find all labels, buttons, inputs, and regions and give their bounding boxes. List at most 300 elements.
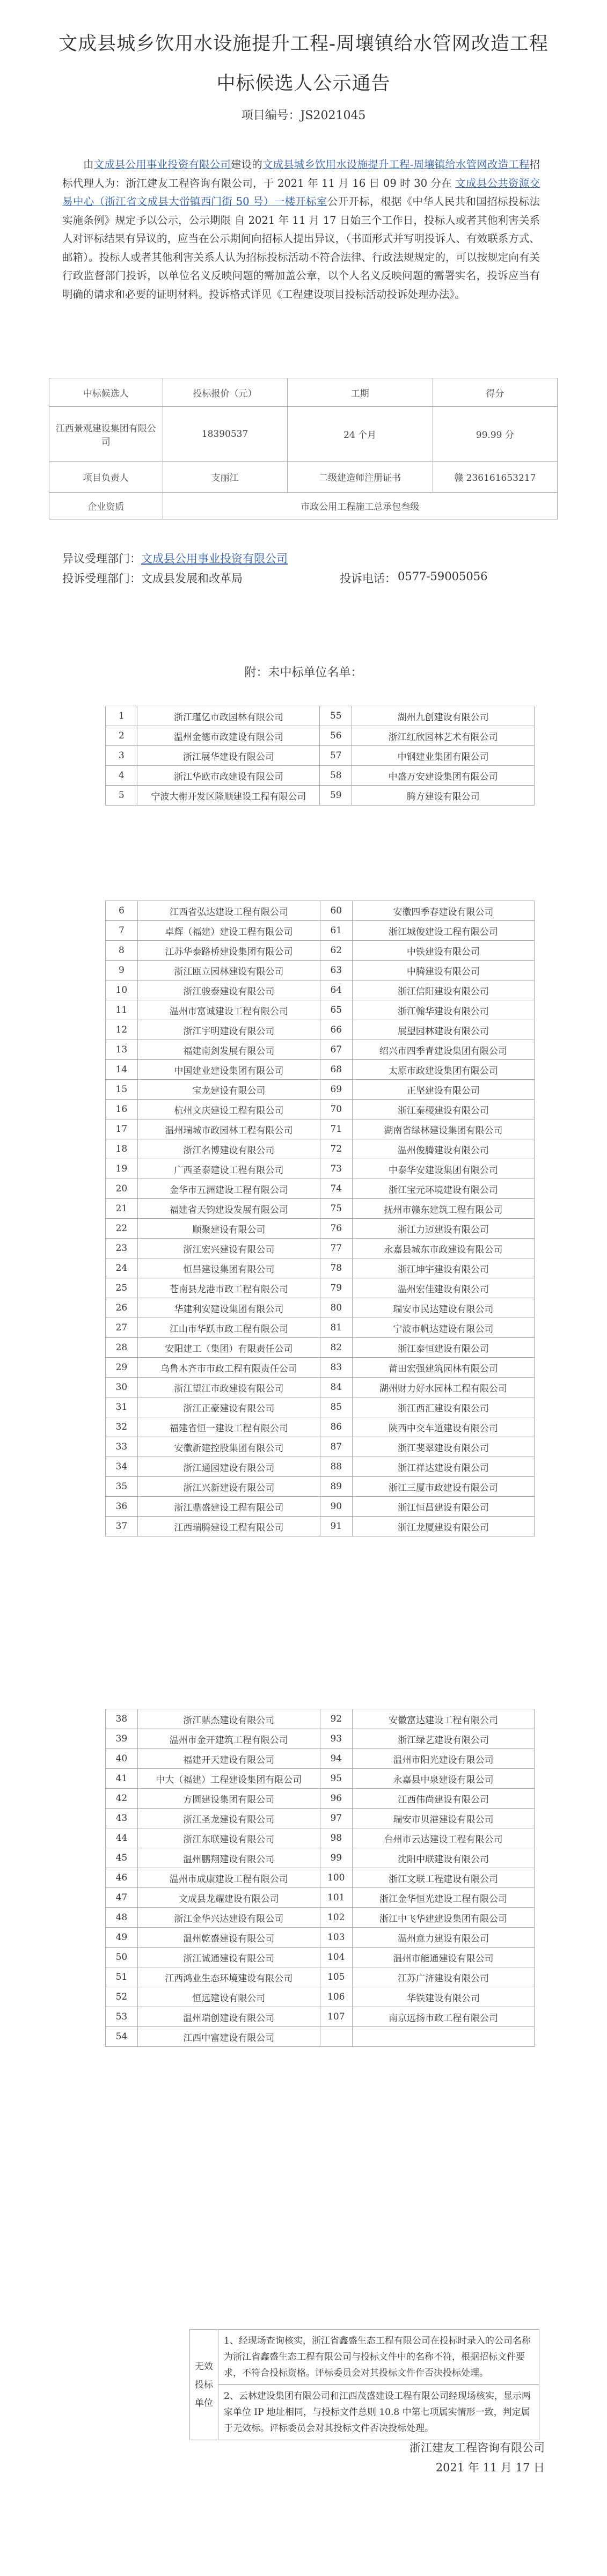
header-period: 工期: [287, 378, 433, 407]
table-row: [106, 1948, 535, 1967]
row-number: 107: [320, 2007, 352, 2027]
row-number: 66: [320, 1020, 352, 1040]
row-number: 106: [320, 1987, 352, 2007]
company-name: 瑞安市民达建设有限公司: [352, 1298, 534, 1318]
row-number: 70: [320, 1100, 352, 1119]
company-name: 浙江东联建设有限公司: [137, 1828, 320, 1848]
company-name: 福建南剑发展有限公司: [137, 1040, 320, 1060]
company-name: 温州乾盛建设有限公司: [137, 1928, 320, 1948]
company-name: 江山市华跃市政工程有限公司: [137, 1318, 320, 1338]
row-number: 63: [320, 961, 352, 980]
company-name: 浙江金华恒光建设工程有限公司: [352, 1888, 534, 1908]
company-name: 中泰华安建设集团有限公司: [352, 1159, 534, 1179]
company-name: 华铁建设有限公司: [352, 1987, 534, 2007]
table-row: [106, 2007, 535, 2027]
company-name: 浙江红欣园林艺术有限公司: [352, 726, 535, 746]
manager-row: [49, 462, 558, 493]
table-row: [106, 1908, 535, 1928]
company-name: 安徽新建控股集团有限公司: [137, 1437, 320, 1457]
intro-underlined-text: 文成县公共资源交易中心（浙江省文成县大峃镇西门街 50 号）一楼开标室: [62, 177, 540, 208]
row-number: 91: [320, 1517, 352, 1536]
row-number: 5: [106, 786, 137, 806]
row-number: 102: [320, 1908, 352, 1928]
row-number: 41: [106, 1769, 138, 1789]
company-name: 江苏广济建设有限公司: [352, 1967, 534, 1987]
company-name: 浙江瓯立园林建设有限公司: [137, 961, 320, 980]
table-row: [106, 1789, 535, 1809]
company-name: 苍南县龙港市政工程有限公司: [137, 1278, 320, 1298]
row-number: 98: [320, 1828, 352, 1848]
company-name: 江西省弘达建设工程有限公司: [137, 901, 320, 921]
row-number: 21: [106, 1199, 138, 1219]
row-number: 93: [320, 1729, 352, 1749]
intro-text: 公开开标，根据《中华人民共和国招标投标法实施条例》规定予以公示，公示期限 自 2021 年 11 月 17 日始三个工作日，投标人或者其他利害关系人对评标结果有异议的，应当在公示期间向招标人提出异议，（书面形式并写明投诉人、有效联系方式、邮箱）。投标人或者其他利害关系人认为招标投标活动不符合法律、行政法规规定的，可以按规定向有关行政监督部门投诉，以单位名义反映问题的需加盖公章，以个人名义反映问题的需署实名，投诉应当有明确的请求和必要的证明材料。投诉格式详见《工程建设项目投标活动投诉处理办法》。: [62, 195, 540, 301]
row-number: 101: [320, 1888, 352, 1908]
row-number: 74: [320, 1179, 352, 1199]
table-row: [106, 1358, 535, 1378]
table-row: [106, 1179, 535, 1199]
company-name: 浙江望江市政建设有限公司: [137, 1378, 320, 1397]
company-name: 浙江信阳建设有限公司: [352, 980, 534, 1000]
row-number: 33: [106, 1437, 138, 1457]
company-name: 温州市能通建设有限公司: [352, 1948, 534, 1967]
row-number: 7: [106, 921, 138, 941]
company-name: 浙江宇明建设有限公司: [137, 1020, 320, 1040]
table-row: [106, 1159, 535, 1179]
table-row: [106, 1060, 535, 1080]
intro-text: 由: [83, 158, 94, 171]
table-row: [106, 706, 535, 726]
company-name: 中钢建业集团有限公司: [352, 746, 535, 766]
company-name: 湖州财力好水园林工程有限公司: [352, 1378, 534, 1397]
company-name: 金华市五洲建设工程有限公司: [137, 1179, 320, 1199]
signature-org: 浙江建友工程咨询有限公司: [409, 2441, 545, 2454]
invalid-item-2: 2、云林建设集团有限公司和江西茂盛建设工程有限公司经现场核实，显示两家单位 IP 地址相同，与投标文件总则 10.8 中第七项属实情形一致，判定属于无效标。评标委员会对其投标文件否决投标处理。: [218, 2385, 539, 2440]
row-number: 82: [320, 1338, 352, 1358]
company-name: 太原市政建设集团有限公司: [352, 1060, 534, 1080]
table-row: [106, 1417, 535, 1437]
table-row: [106, 1457, 535, 1477]
header-price: 投标报价（元）: [163, 378, 287, 407]
appendix-title: 附：未中标单位名单：: [244, 666, 363, 679]
company-name: 卓辉（福建）建设工程有限公司: [137, 921, 320, 941]
manager-name: 支丽江: [163, 462, 287, 493]
table-row: [106, 1868, 535, 1888]
row-number: 89: [320, 1477, 352, 1497]
company-name: 浙江兴新建设有限公司: [137, 1477, 320, 1497]
row-number: 99: [320, 1848, 352, 1868]
failed-bidders-table-2: [105, 901, 535, 1536]
table-row: [106, 1298, 535, 1318]
row-number: 97: [320, 1809, 352, 1828]
company-name: 浙江中飞华建建设集团有限公司: [352, 1908, 534, 1928]
company-name: 温州意力建设有限公司: [352, 1928, 534, 1948]
row-number: 35: [106, 1477, 138, 1497]
company-name: 永嘉县城东市政建设有限公司: [352, 1239, 534, 1258]
company-name: 浙江展华建设有限公司: [137, 746, 320, 766]
row-number: 28: [106, 1338, 138, 1358]
table-row: [106, 1769, 535, 1789]
row-number: 25: [106, 1278, 138, 1298]
row-number: 81: [320, 1318, 352, 1338]
row-number: 47: [106, 1888, 138, 1908]
company-name: 浙江名博建设有限公司: [137, 1139, 320, 1159]
table-row: [106, 1928, 535, 1948]
row-number: 46: [106, 1868, 138, 1888]
table-row: [106, 1967, 535, 1987]
company-name: 浙江金华兴达建设有限公司: [137, 1908, 320, 1928]
row-number: 79: [320, 1278, 352, 1298]
row-number: 2: [106, 726, 137, 746]
table-row: [106, 786, 535, 806]
row-number: 67: [320, 1040, 352, 1060]
qualification-row: [49, 493, 558, 519]
invalid-bids-table: [189, 2329, 539, 2440]
company-name: 乌鲁木齐市市政工程有限责任公司: [137, 1358, 320, 1378]
company-name: 浙江绿艺建设有限公司: [352, 1729, 534, 1749]
header-qualification: 企业资质: [49, 493, 163, 519]
table-row: [106, 1199, 535, 1219]
row-number: 3: [106, 746, 137, 766]
table-row: [106, 1497, 535, 1517]
row-number: 13: [106, 1040, 138, 1060]
company-name: 恒远建设有限公司: [137, 1987, 320, 2007]
company-name: 南京远扬市政工程有限公司: [352, 2007, 534, 2027]
company-name: 温州市金开建筑工程有限公司: [137, 1729, 320, 1749]
table-row: [106, 1278, 535, 1298]
table-row: [106, 2027, 535, 2047]
row-number: 27: [106, 1318, 138, 1338]
row-number: 16: [106, 1100, 138, 1119]
company-name: 江西中富建设有限公司: [137, 2027, 320, 2047]
row-number: 17: [106, 1119, 138, 1139]
company-name: 方圆建设集团有限公司: [137, 1789, 320, 1809]
row-number: 69: [320, 1080, 352, 1100]
row-number: 8: [106, 941, 138, 961]
company-name: 台州市云达建设工程有限公司: [352, 1828, 534, 1848]
company-name: 浙江鼎杰建设有限公司: [137, 1709, 320, 1729]
row-number: 75: [320, 1199, 352, 1219]
table-row: [106, 961, 535, 980]
cert-number: 赣 236161653217: [433, 462, 557, 493]
row-number: 94: [320, 1749, 352, 1769]
row-number: 64: [320, 980, 352, 1000]
table-row: [106, 726, 535, 746]
table-row: [106, 1517, 535, 1536]
notice-title-line2: 中标候选人公示通告: [216, 73, 391, 94]
row-number: 51: [106, 1967, 138, 1987]
row-number: 34: [106, 1457, 138, 1477]
header-candidate: 中标候选人: [49, 378, 163, 407]
row-number: 9: [106, 961, 138, 980]
company-name: 浙江泰恒建设有限公司: [352, 1338, 534, 1358]
row-number: 62: [320, 941, 352, 961]
intro-underlined-text: 文成县城乡饮用水设施提升工程-周壤镇给水管网改造工程: [262, 158, 530, 171]
row-number: 72: [320, 1139, 352, 1159]
table-row: [106, 1020, 535, 1040]
company-name: 浙江祥达建设有限公司: [352, 1457, 534, 1477]
company-name: 温州瑞创建设有限公司: [137, 2007, 320, 2027]
row-number: 65: [320, 1000, 352, 1020]
winner-table: [49, 378, 558, 519]
company-name: 莆田宏强建筑园林有限公司: [352, 1358, 534, 1378]
row-number: 60: [320, 901, 352, 921]
row-number: 30: [106, 1378, 138, 1397]
row-number: 11: [106, 1000, 138, 1020]
row-number: 15: [106, 1080, 138, 1100]
table-row: [106, 1378, 535, 1397]
row-number: 52: [106, 1987, 138, 2007]
company-name: 湖州九创建设有限公司: [352, 706, 535, 726]
company-name: 福建省恒一建设工程有限公司: [137, 1417, 320, 1437]
company-name: 福建省天钧建设发展有限公司: [137, 1199, 320, 1219]
cert-type: 二级建造师注册证书: [287, 462, 433, 493]
company-name: 中腾建设有限公司: [352, 961, 534, 980]
table-row: [106, 1888, 535, 1908]
row-number: 36: [106, 1497, 138, 1517]
company-name: 浙江正豪建设有限公司: [137, 1397, 320, 1417]
header-manager: 项目负责人: [49, 462, 163, 493]
row-number: 100: [320, 1868, 352, 1888]
company-name: 温州市成康建设工程有限公司: [137, 1868, 320, 1888]
row-number: 45: [106, 1848, 138, 1868]
winner-header-row: [49, 378, 558, 407]
company-name: 中盛万安建设集团有限公司: [352, 766, 535, 786]
row-number: 1: [106, 706, 137, 726]
company-name: 绍兴市四季青建设集团有限公司: [352, 1040, 534, 1060]
row-number: 76: [320, 1219, 352, 1239]
company-name: 福建开天建设有限公司: [137, 1749, 320, 1769]
company-name: 温州瑞城市政园林工程有限公司: [137, 1119, 320, 1139]
row-number: 55: [320, 706, 352, 726]
table-row: [106, 1219, 535, 1239]
intro-paragraph: [62, 156, 540, 304]
table-row: [106, 1119, 535, 1139]
invalid-row-2: [190, 2385, 539, 2440]
row-number: 77: [320, 1239, 352, 1258]
company-name: 中国建业建设集团有限公司: [137, 1060, 320, 1080]
company-name: 浙江龙厦建设有限公司: [352, 1517, 534, 1536]
company-name: 浙江三厦市政建设有限公司: [352, 1477, 534, 1497]
company-name: 温州市富诚建设工程有限公司: [137, 1000, 320, 1020]
table-row: [106, 1239, 535, 1258]
row-number: 4: [106, 766, 137, 786]
intro-underlined-text: 文成县公用事业投资有限公司: [93, 158, 231, 171]
signature-date: 2021 年 11 月 17 日: [435, 2461, 545, 2474]
winner-row: [49, 407, 558, 462]
company-name: [352, 2027, 534, 2047]
row-number: 54: [106, 2027, 138, 2047]
table-row: [106, 1477, 535, 1497]
company-name: 沈阳中联建设有限公司: [352, 1848, 534, 1868]
company-name: 中铁建设有限公司: [352, 941, 534, 961]
table-row: [106, 1729, 535, 1749]
table-row: [106, 901, 535, 921]
company-name: 温州俊腾建设有限公司: [352, 1139, 534, 1159]
table-row: [106, 1809, 535, 1828]
row-number: 44: [106, 1828, 138, 1848]
objection-dept[interactable]: 文成县公用事业投资有限公司: [141, 552, 288, 565]
row-number: 29: [106, 1358, 138, 1378]
company-name: 宁波市帆达建设有限公司: [352, 1318, 534, 1338]
failed-bidders-table-1: [105, 706, 535, 806]
row-number: 83: [320, 1358, 352, 1378]
company-name: 恒昌建设集团有限公司: [137, 1258, 320, 1278]
table-row: [106, 941, 535, 961]
company-name: 浙江秦稷建设有限公司: [352, 1100, 534, 1119]
row-number: 90: [320, 1497, 352, 1517]
company-name: 安阳建工（集团）有限责任公司: [137, 1338, 320, 1358]
table-row: [106, 1828, 535, 1848]
row-number: 68: [320, 1060, 352, 1080]
row-number: 6: [106, 901, 138, 921]
row-number: 56: [320, 726, 352, 746]
row-number: 24: [106, 1258, 138, 1278]
complaint-dept: 文成县发展和改革局: [141, 572, 243, 585]
row-number: 48: [106, 1908, 138, 1928]
row-number: 39: [106, 1729, 138, 1749]
header-score: 得分: [433, 378, 557, 407]
row-number: 88: [320, 1457, 352, 1477]
candidate-score: 99.99 分: [433, 407, 557, 462]
table-row: [106, 1000, 535, 1020]
company-name: 腾方建设有限公司: [352, 786, 535, 806]
row-number: 58: [320, 766, 352, 786]
company-name: 抚州市赣东建筑工程有限公司: [352, 1199, 534, 1219]
company-name: 陕西中交车道建设有限公司: [352, 1417, 534, 1437]
candidate-period: 24 个月: [287, 407, 433, 462]
table-row: [106, 1709, 535, 1729]
row-number: 96: [320, 1789, 352, 1809]
company-name: 杭州文庆建设工程有限公司: [137, 1100, 320, 1119]
row-number: [320, 2027, 352, 2047]
row-number: 22: [106, 1219, 138, 1239]
table-row: [106, 1848, 535, 1868]
table-row: [106, 921, 535, 941]
company-name: 温州宏佳建设有限公司: [352, 1278, 534, 1298]
table-row: [106, 1040, 535, 1060]
company-name: 浙江翰华建设有限公司: [352, 1000, 534, 1020]
company-name: 浙江文联工程建设有限公司: [352, 1868, 534, 1888]
row-number: 78: [320, 1258, 352, 1278]
notice-title-line1: 文成县城乡饮用水设施提升工程-周壤镇给水管网改造工程: [58, 33, 549, 55]
row-number: 57: [320, 746, 352, 766]
company-name: 温州市阳光建设有限公司: [352, 1749, 534, 1769]
row-number: 95: [320, 1769, 352, 1789]
table-row: [106, 1080, 535, 1100]
row-number: 31: [106, 1397, 138, 1417]
row-number: 23: [106, 1239, 138, 1258]
row-number: 42: [106, 1789, 138, 1809]
row-number: 71: [320, 1119, 352, 1139]
project-number: 项目编号：JS2021045: [241, 109, 366, 122]
company-name: 顺聚建设有限公司: [137, 1219, 320, 1239]
row-number: 85: [320, 1397, 352, 1417]
company-name: 浙江圣龙建设有限公司: [137, 1809, 320, 1828]
row-number: 43: [106, 1809, 138, 1828]
table-row: [106, 1258, 535, 1278]
table-row: [106, 1338, 535, 1358]
complaint-phone-label: 投诉电话：: [340, 572, 396, 585]
candidate-price: 18390537: [163, 407, 287, 462]
company-name: 浙江恒昌建设有限公司: [352, 1497, 534, 1517]
row-number: 59: [320, 786, 352, 806]
invalid-item-1: 1、经现场查询核实，浙江省鑫盛生态工程有限公司在投标时录入的公司名称为浙江省鑫盛生态工程有限公司与投标文件中的名称不符，根据招标文件要求，不符合投标资格。评标委员会对其投标文件作否决投标处理。: [218, 2330, 539, 2385]
table-row: [106, 746, 535, 766]
company-name: 浙江坤宇建设有限公司: [352, 1258, 534, 1278]
company-name: 宁波大榭开发区隆顺建设工程有限公司: [137, 786, 320, 806]
company-name: 江西瑞腾建设工程有限公司: [137, 1517, 320, 1536]
row-number: 12: [106, 1020, 138, 1040]
row-number: 18: [106, 1139, 138, 1159]
table-row: [106, 1987, 535, 2007]
table-row: [106, 1397, 535, 1417]
company-name: 中大（福建）工程建设集团有限公司: [137, 1769, 320, 1789]
candidate-name: 江西景观建设集团有限公司: [49, 407, 163, 462]
company-name: 安徽四季春建设有限公司: [352, 901, 534, 921]
row-number: 92: [320, 1709, 352, 1729]
table-row: [106, 1749, 535, 1769]
row-number: 73: [320, 1159, 352, 1179]
company-name: 浙江诚通建设有限公司: [137, 1948, 320, 1967]
complaint-label: 投诉受理部门：: [62, 572, 141, 585]
company-name: 正坚建设有限公司: [352, 1080, 534, 1100]
company-name: 浙江力迈建设有限公司: [352, 1219, 534, 1239]
company-name: 浙江通园建设有限公司: [137, 1457, 320, 1477]
company-name: 展望园林建设有限公司: [352, 1020, 534, 1040]
company-name: 温州鹏翔建设有限公司: [137, 1848, 320, 1868]
company-name: 江苏华泰路桥建设集团有限公司: [137, 941, 320, 961]
row-number: 40: [106, 1749, 138, 1769]
qualification-value: 市政公用工程施工总承包叁级: [163, 493, 557, 519]
row-number: 50: [106, 1948, 138, 1967]
row-number: 104: [320, 1948, 352, 1967]
company-name: 华建利安建设集团有限公司: [137, 1298, 320, 1318]
invalid-label: 无效投标单位: [190, 2330, 218, 2440]
row-number: 20: [106, 1179, 138, 1199]
table-row: [106, 1100, 535, 1119]
company-name: 浙江城俊建设工程有限公司: [352, 921, 534, 941]
row-number: 84: [320, 1378, 352, 1397]
row-number: 19: [106, 1159, 138, 1179]
row-number: 87: [320, 1437, 352, 1457]
row-number: 37: [106, 1517, 138, 1536]
company-name: 温州金德市政建设有限公司: [137, 726, 320, 746]
failed-bidders-table-3: [105, 1709, 535, 2047]
table-row: [106, 1139, 535, 1159]
row-number: 80: [320, 1298, 352, 1318]
complaint-phone: 0577-59005056: [398, 570, 488, 583]
table-row: [106, 1318, 535, 1338]
row-number: 103: [320, 1928, 352, 1948]
intro-text: 建设的: [230, 158, 262, 171]
objection-label: 异议受理部门：: [62, 552, 141, 565]
company-name: 浙江鼎盛建设工程有限公司: [137, 1497, 320, 1517]
row-number: 61: [320, 921, 352, 941]
row-number: 86: [320, 1417, 352, 1437]
company-name: 浙江华欧市政建设有限公司: [137, 766, 320, 786]
company-name: 文成县龙耀建设有限公司: [137, 1888, 320, 1908]
company-name: 江西鸿业生态环境建设有限公司: [137, 1967, 320, 1987]
company-name: 宝龙建设有限公司: [137, 1080, 320, 1100]
company-name: 安徽富达建设工程有限公司: [352, 1709, 534, 1729]
invalid-row-1: [190, 2330, 539, 2385]
row-number: 26: [106, 1298, 138, 1318]
row-number: 38: [106, 1709, 138, 1729]
company-name: 江西伟尚建设有限公司: [352, 1789, 534, 1809]
company-name: 瑞安市贝港建设有限公司: [352, 1809, 534, 1828]
row-number: 10: [106, 980, 138, 1000]
